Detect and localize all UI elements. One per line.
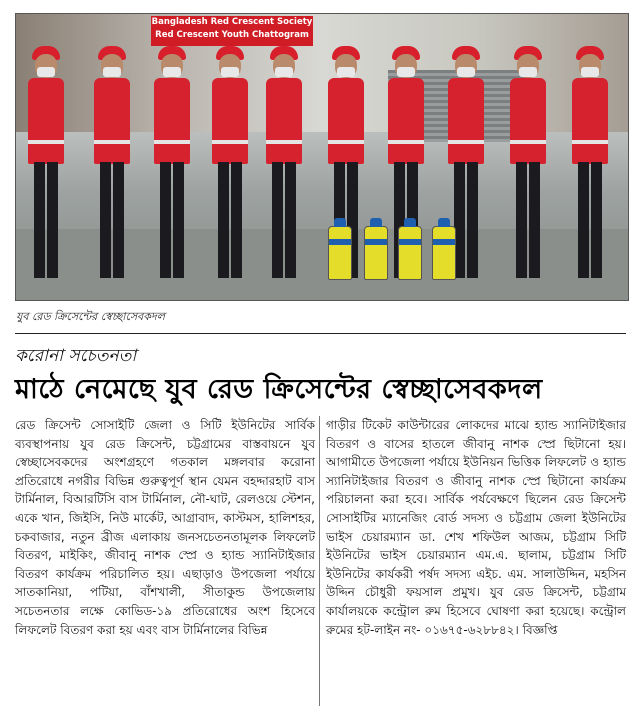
column-divider: [319, 416, 320, 706]
sprayer-tank: [364, 226, 388, 280]
volunteer-figure: [266, 42, 302, 282]
sprayer-tank: [398, 226, 422, 280]
banner-line-2: Red Crescent Youth Chattogram: [155, 30, 309, 40]
volunteer-figure: [94, 42, 130, 282]
news-photo: [15, 13, 629, 301]
banner-line-1: Bangladesh Red Crescent Society: [151, 17, 313, 27]
volunteer-figure: [510, 42, 546, 282]
volunteer-figure: [28, 42, 64, 282]
article-kicker: করোনা সচেতনতা: [15, 346, 137, 366]
volunteer-figure: [212, 42, 248, 282]
article-column-2: গাড়ীর টিকেট কাউন্টারের লোকদের মাঝে হ্যান্ড স্যানিটাইজার বিতরণ ও বাসের হাতলে জীবানু নাশক স্প্রে ছিটানো হয়। আগামীতে উপজেলা পর্যায়ে ইউনিয়ন ভিত্তিক লিফলেট ও হ্যান্ড স্যানিটাইজার বিতরণ ও জীবানু নাশক স্প্রে ছিটানো কার্যক্রম পরিচালনা করা হবে। সার্বিক পর্যবেক্ষণে ছিলেন রেড ক্রিসেন্ট সোসাইটির ম্যানেজিং বোর্ড সদস্য ও চট্টগ্রাম জেলা ইউনিটের ভাইস চেয়ারম্যান ডা. শেখ শফিউল আজম, চট্টগ্রাম সিটি ইউনিটের ভাইস চেয়ারম্যান এম.এ. ছালাম, চট্টগ্রাম সিটি ইউনিটের কার্যকরী পর্ষদ সদস্য এইচ. এম. সালাউদ্দিন, মহসিন উদ্দিন চৌধুরী ফয়সাল প্রমুখ। যুব রেড ক্রিসেন্ট, চট্টগ্রাম কার্যালয়কে কন্ট্রোল রুম হিসেবে ঘোষণা করা হয়েছে। কন্ট্রোল রুমের হট-লাইন নং- ০১৬৭৫-৬২৮৮৪২। বিজ্ঞপ্তি: [326, 418, 626, 637]
article-headline: মাঠে নেমেছে যুব রেড ক্রিসেন্টের স্বেচ্ছাসেবকদল: [15, 374, 543, 405]
photo-caption: যুব রেড ক্রিসেন্টের স্বেচ্ছাসেবকদল: [16, 310, 165, 323]
sprayer-tank: [432, 226, 456, 280]
volunteer-figure: [154, 42, 190, 282]
sprayer-tank: [328, 226, 352, 280]
volunteer-figure: [572, 42, 608, 282]
divider: [15, 333, 626, 334]
article-column-1: রেড ক্রিসেন্ট সোসাইটি জেলা ও সিটি ইউনিটের সার্বিক ব্যবস্থাপনায় যুব রেড ক্রিসেন্ট, চট্টগ্রামের বাস্তবায়নে যুব স্বেচ্ছাসেবকদের অংশগ্রহণে গতকাল মঙ্গলবার করোনা প্রতিরোধে নগরীর বিভিন্ন গুরুত্বপূর্ণ স্থান যেমন বহদ্দারহাট বাস টার্মিনাল, বিআরটিসি বাস টার্মিনাল, নৌ-ঘাট, রেলওয়ে স্টেশন, একে খান, জিইসি, নিউ মার্কেট, আগ্রাবাদ, কাস্টমস, হালিশহর, চকবাজার, নতুন ব্রীজ এলাকায় জনসচেতনতামূলক লিফলেট বিতরণ, মাইকিং, জীবানু নাশক স্প্রে ও হ্যান্ড স্যানিটাইজার বিতরণ কার্যক্রম পরিচালিত হয়। এছাড়াও উপজেলা পর্যায়ে সাতকানিয়া, পটিয়া, বাঁশখালী, সীতাকুন্ড উপজেলায় সচেতনতার লক্ষে কোভিড-১৯ প্রতিরোধের অংশ হিসেবে লিফলেট বিতরণ করা হয় এবং বাস টার্মিনালের বিভিন্ন: [15, 418, 315, 637]
